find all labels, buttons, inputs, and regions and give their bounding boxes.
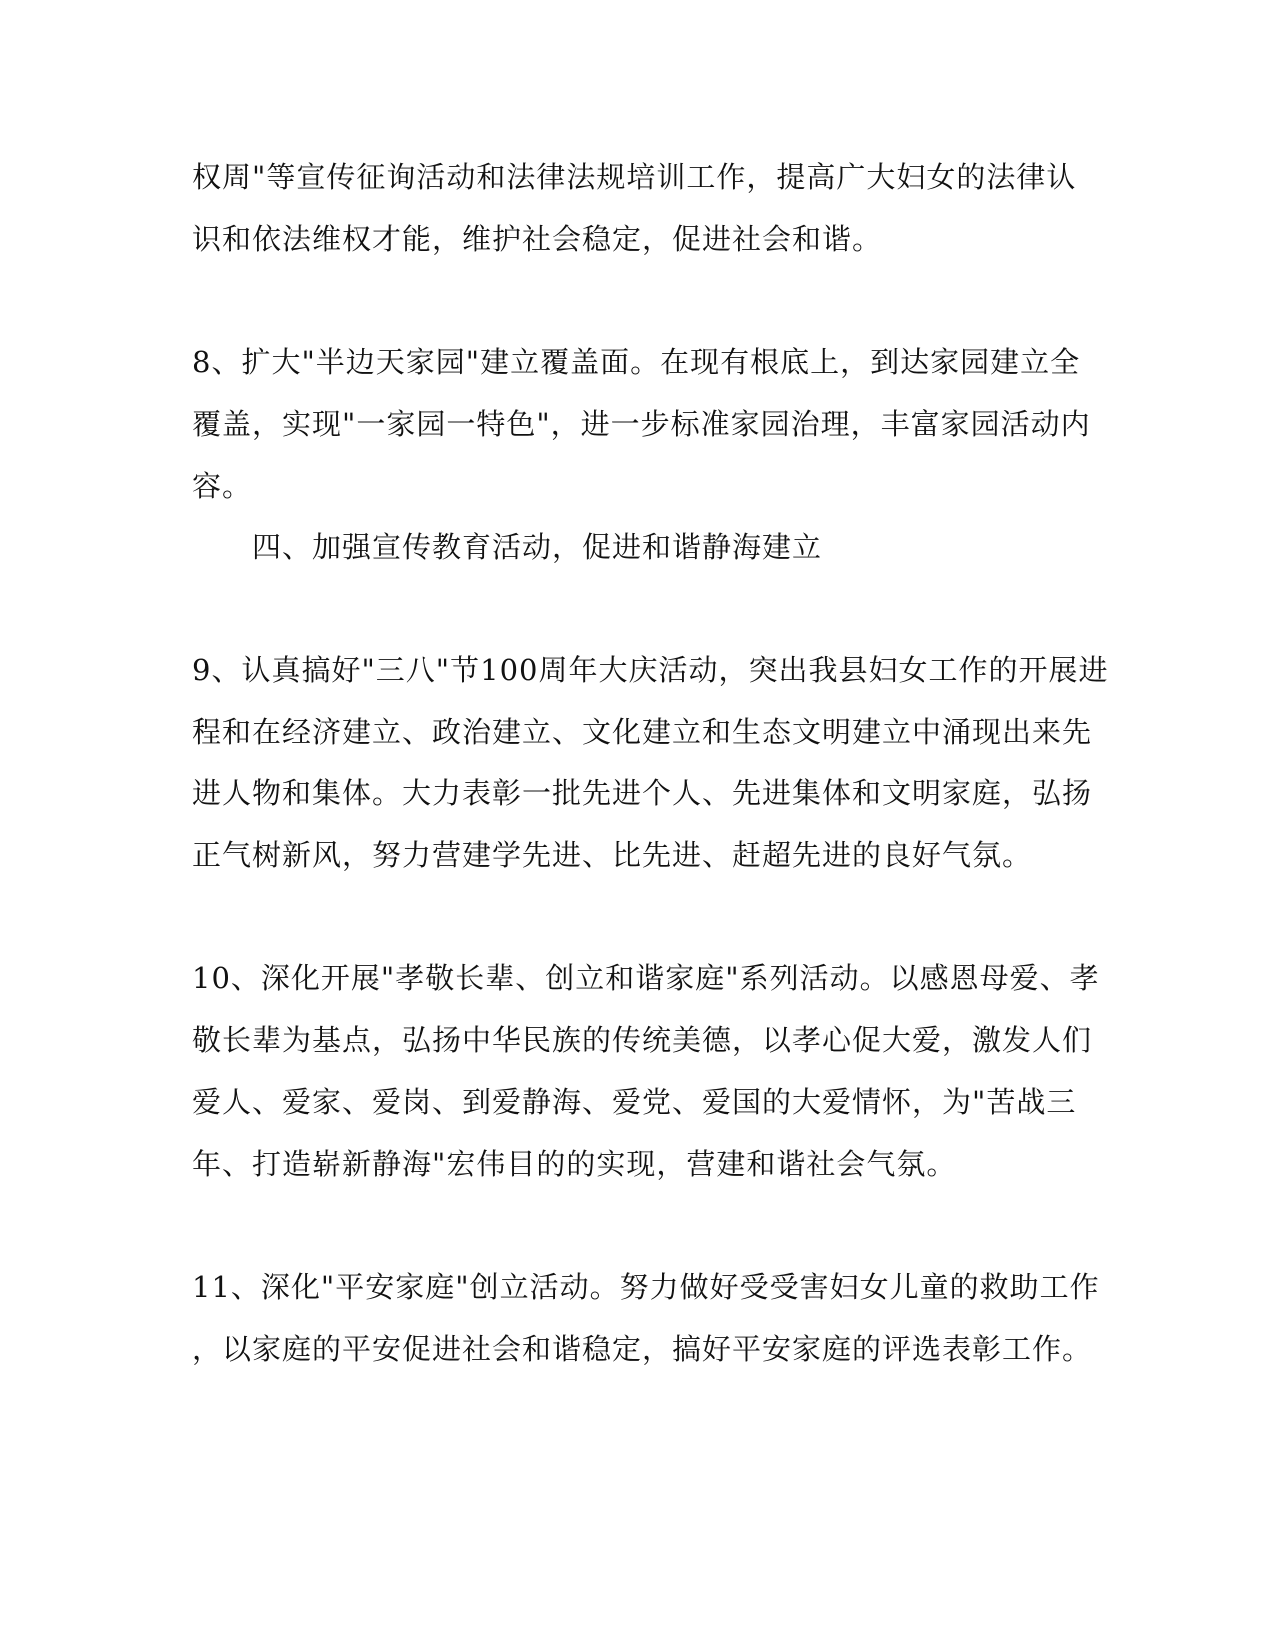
paragraph-11-line-2: ，以家庭的平安促进社会和谐稳定，搞好平安家庭的评选表彰工作。 — [192, 1332, 1093, 1366]
paragraph-9-line-2: 程和在经济建立、政治建立、文化建立和生态文明建立中涌现出来先 — [192, 715, 1093, 749]
paragraph-10-line-1: 10、深化开展"孝敬长辈、创立和谐家庭"系列活动。以感恩母爱、孝 — [192, 961, 1100, 995]
paragraph-8-line-1: 8、扩大"半边天家园"建立覆盖面。在现有根底上，到达家园建立全 — [192, 345, 1081, 379]
paragraph-7-line-1: 权周"等宣传征询活动和法律法规培训工作，提高广大妇女的法律认 — [192, 160, 1077, 194]
paragraph-9-line-3: 进人物和集体。大力表彰一批先进个人、先进集体和文明家庭，弘扬 — [192, 776, 1093, 810]
paragraph-8-line-2: 覆盖，实现"一家园一特色"，进一步标准家园治理，丰富家园活动内 — [192, 407, 1091, 441]
paragraph-9-line-1: 9、认真搞好"三八"节100周年大庆活动，突出我县妇女工作的开展进 — [192, 653, 1109, 687]
paragraph-7-line-2: 识和依法维权才能，维护社会稳定，促进社会和谐。 — [192, 222, 883, 256]
paragraph-11-line-1: 11、深化"平安家庭"创立活动。努力做好受受害妇女儿童的救助工作 — [192, 1270, 1100, 1304]
paragraph-10-line-3: 爱人、爱家、爱岗、到爱静海、爱党、爱国的大爱情怀，为"苦战三 — [192, 1085, 1077, 1119]
paragraph-9-line-4: 正气树新风，努力营建学先进、比先进、赶超先进的良好气氛。 — [192, 838, 1033, 872]
paragraph-8-line-3: 容。 — [192, 469, 253, 503]
paragraph-10-line-2: 敬长辈为基点，弘扬中华民族的传统美德，以孝心促大爱，激发人们 — [192, 1023, 1093, 1057]
paragraph-10-line-4: 年、打造崭新静海"宏伟目的的实现，营建和谐社会气氛。 — [192, 1147, 957, 1181]
section-heading-4: 四、加强宣传教育活动，促进和谐静海建立 — [252, 530, 823, 564]
